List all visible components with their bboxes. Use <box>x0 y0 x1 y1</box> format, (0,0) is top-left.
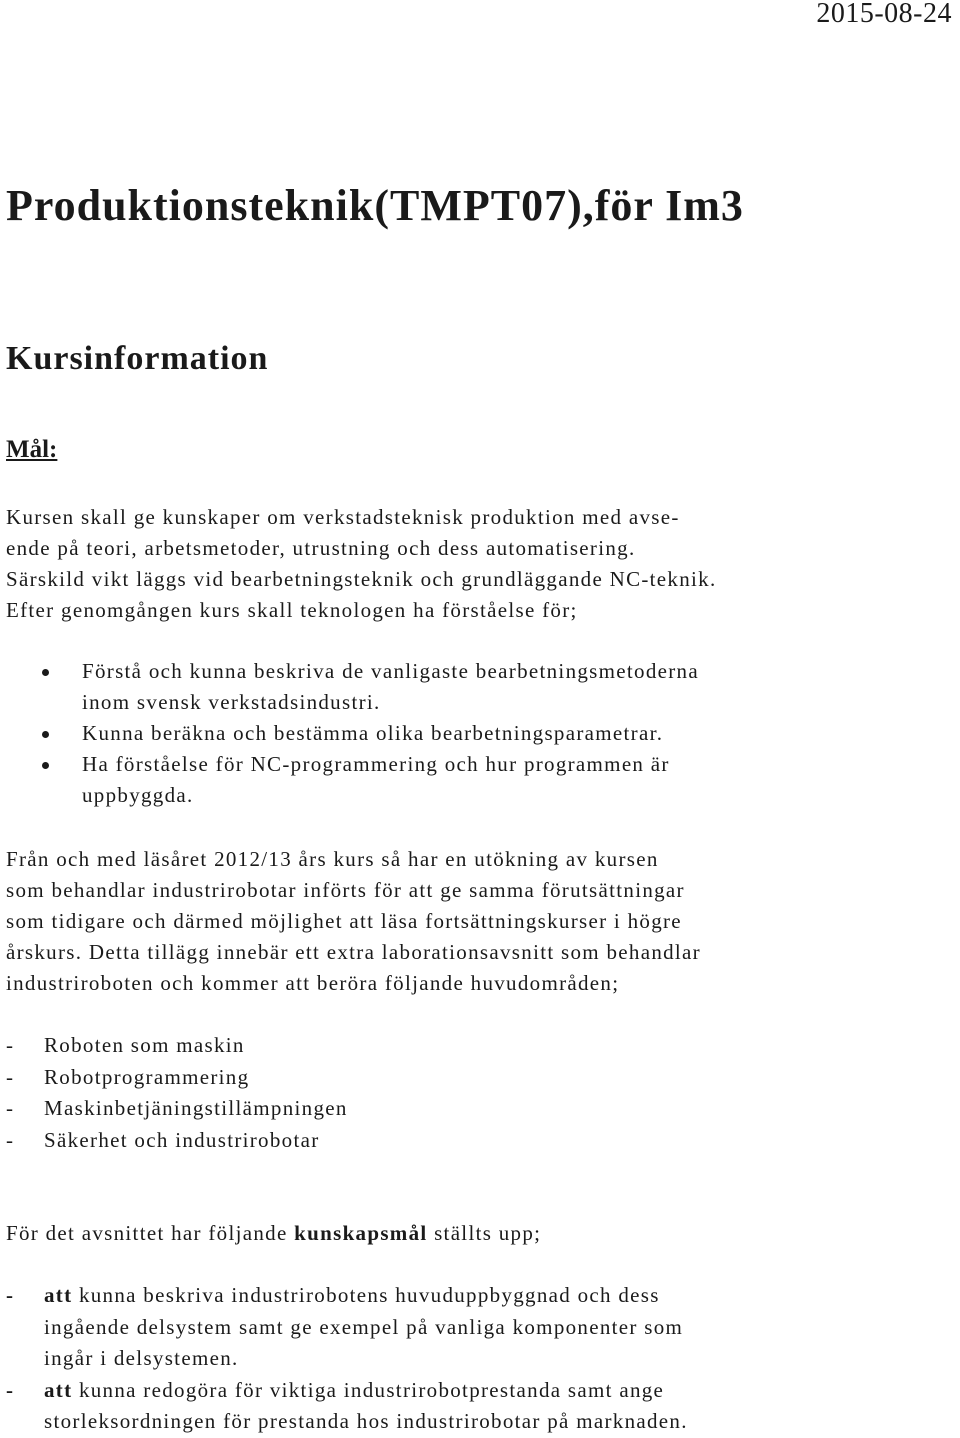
dash-marker: - <box>6 1096 15 1120</box>
intro-line: Kursen skall ge kunskaper om verkstadsteknisk produktion med avse- <box>6 505 680 529</box>
dash-marker: - <box>6 1283 15 1307</box>
dash-marker: - <box>6 1377 15 1402</box>
goals-intro <box>6 1218 956 1249</box>
intro-paragraph <box>6 502 956 626</box>
goals-intro-before: För det avsnittet har följande <box>6 1221 295 1245</box>
dash-marker: - <box>6 1127 15 1152</box>
bullet-line: Förstå och kunna beskriva de vanligaste bearbetningsmetoderna <box>82 659 699 683</box>
goal-att: att <box>44 1377 73 1402</box>
document-title: Produktionsteknik(TMPT07),för Im3 <box>6 181 744 230</box>
document-date: 2015-08-24 <box>816 0 952 29</box>
bullet-dot-icon <box>42 731 49 738</box>
topic-list <box>6 1030 348 1156</box>
extension-line: industriroboten och kommer att beröra följande huvudområden; <box>6 971 620 995</box>
topic-text: Maskinbetjäningstillämpningen <box>44 1096 348 1120</box>
intro-line: Särskild vikt läggs vid bearbetningsteknik och grundläggande NC-teknik. <box>6 567 717 591</box>
goal-item <box>6 1375 946 1438</box>
goal-heading: Mål: <box>6 436 58 463</box>
goal-line <box>44 1280 946 1312</box>
dash-marker: - <box>6 1033 15 1057</box>
bullet-line: Kunna beräkna och bestämma olika bearbetningsparametrar. <box>82 721 664 745</box>
goal-line <box>44 1375 946 1407</box>
topic-item <box>6 1093 348 1125</box>
goal-line: storleksordningen för prestanda hos industrirobotar på marknaden. <box>44 1409 688 1433</box>
intro-line: ende på teori, arbetsmetoder, utrustning och dess automatisering. <box>6 536 636 560</box>
section-title: Kursinformation <box>6 340 269 377</box>
goal-line: ingår i delsystemen. <box>44 1346 239 1370</box>
topic-item <box>6 1030 348 1062</box>
topic-text: Roboten som maskin <box>44 1033 245 1057</box>
goal-item <box>6 1280 946 1375</box>
extension-line: årskurs. Detta tillägg innebär ett extra laborationsavsnitt som behandlar <box>6 940 701 964</box>
course-extension-paragraph <box>6 844 956 999</box>
bullet-dot-icon <box>42 762 49 769</box>
goal-att: att <box>44 1283 73 1307</box>
goal-line: ingående delsystem samt ge exempel på vanliga komponenter som <box>44 1314 684 1339</box>
extension-line: som tidigare och därmed möjlighet att läsa fortsättningskurser i högre <box>6 909 682 933</box>
topic-text: Säkerhet och industrirobotar <box>44 1127 320 1152</box>
bullet-item <box>42 718 942 749</box>
topic-text: Robotprogrammering <box>44 1064 250 1089</box>
bullet-item <box>42 656 942 718</box>
extension-line: Från och med läsåret 2012/13 års kurs så har en utökning av kursen <box>6 847 659 871</box>
goal-text: kunna redogöra för viktiga industrirobotprestanda samt ange <box>72 1377 665 1402</box>
knowledge-goal-list <box>6 1280 946 1438</box>
bullet-line: inom svensk verkstadsindustri. <box>82 690 381 714</box>
topic-item <box>6 1062 348 1094</box>
bullet-line: Ha förståelse för NC-programmering och hur programmen är <box>82 752 670 776</box>
goals-intro-bold: kunskapsmål <box>294 1221 428 1245</box>
topic-item <box>6 1125 348 1157</box>
goals-intro-after: ställts upp; <box>427 1221 542 1245</box>
extension-line: som behandlar industrirobotar införts för att ge samma förutsättningar <box>6 878 685 902</box>
bullet-item <box>42 749 942 811</box>
objectives-bullet-list <box>42 656 942 811</box>
goal-text: kunna beskriva industrirobotens huvuduppbyggnad och dess <box>72 1283 660 1307</box>
intro-line: Efter genomgången kurs skall teknologen ha förståelse för; <box>6 598 578 622</box>
dash-marker: - <box>6 1064 15 1089</box>
bullet-dot-icon <box>42 669 49 676</box>
bullet-line: uppbyggda. <box>82 783 194 807</box>
